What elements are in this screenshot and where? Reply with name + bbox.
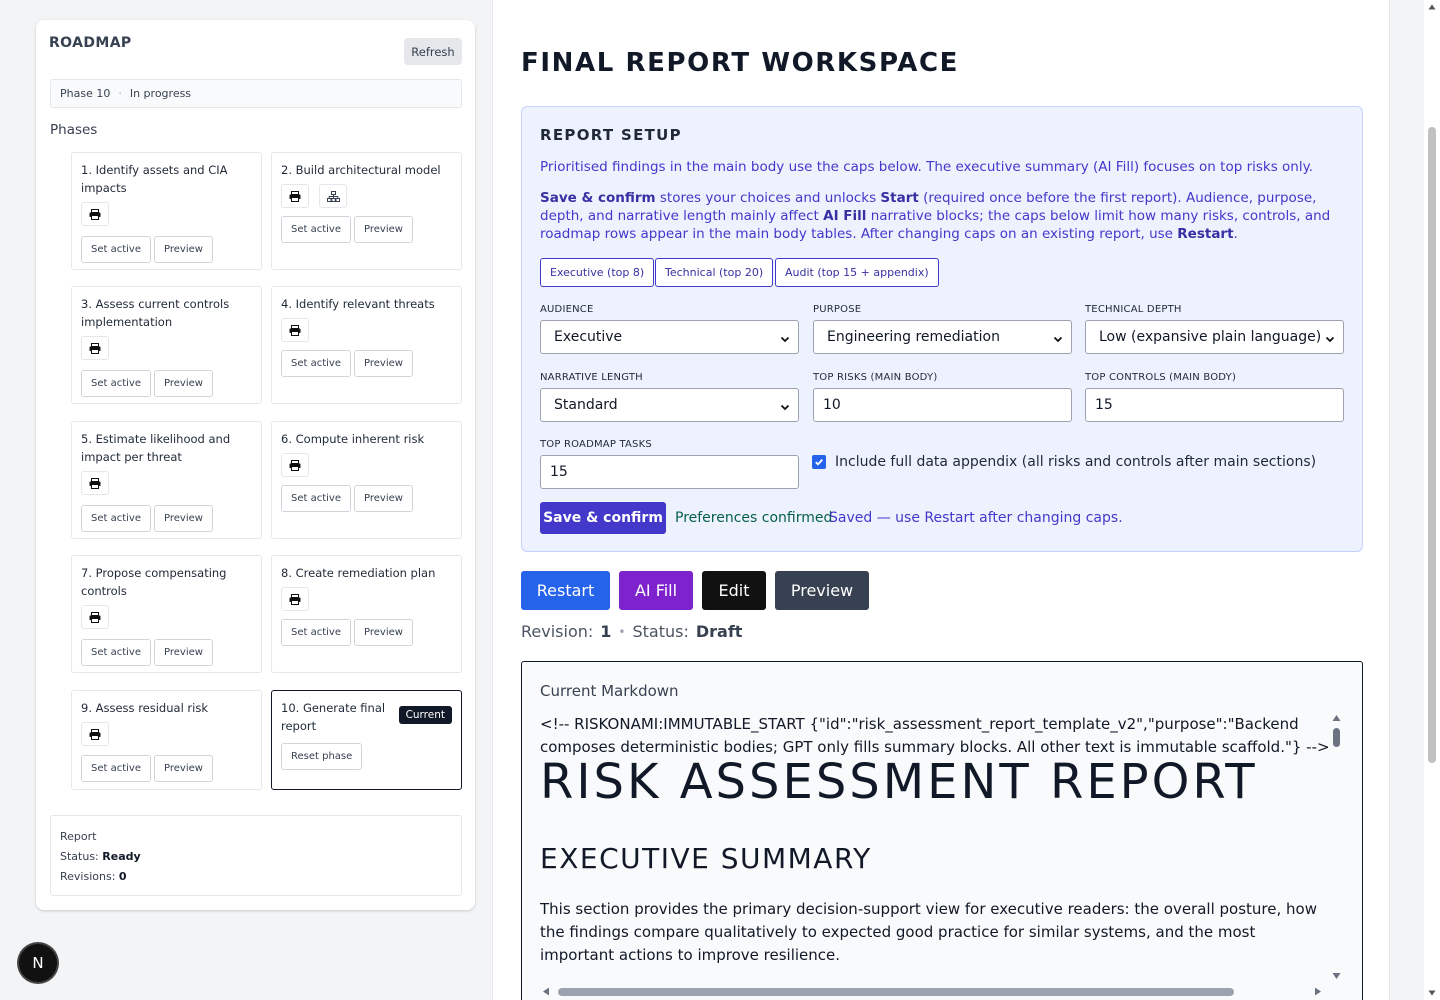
- restart-button[interactable]: Restart: [521, 571, 610, 610]
- current-phase-indicator: [50, 79, 462, 108]
- scrollbar-thumb[interactable]: [1333, 728, 1340, 747]
- set-active-button[interactable]: Set active: [281, 485, 351, 512]
- set-active-button[interactable]: Set active: [81, 505, 151, 532]
- printer-icon[interactable]: [281, 318, 309, 342]
- preview-button[interactable]: Preview: [154, 505, 213, 532]
- top-controls-label: TOP CONTROLS (MAIN BODY): [1085, 372, 1237, 383]
- phase-title: 3. Assess current controls implementation: [81, 297, 230, 329]
- markdown-paragraph: This section provides the primary decision-support view for executive readers: the overall posture, how the findings compare qualitatively to expected good practice for similar systems, and the most important actions to improve resilience.: [540, 900, 1317, 964]
- page-scrollbar[interactable]: [1424, 0, 1440, 1000]
- printer-icon[interactable]: [81, 471, 109, 495]
- status-value: Draft: [695, 622, 743, 641]
- phase-card-2: [271, 152, 462, 270]
- phase-status: In progress: [129, 87, 192, 100]
- saved-note: Saved — use Restart after changing caps.: [829, 510, 1123, 526]
- preview-button[interactable]: Preview: [154, 639, 213, 666]
- setup-intro: Prioritised findings in the main body use the caps below. The executive summary (AI Fill) focuses on top risks only.: [540, 159, 1313, 175]
- report-heading: Report: [60, 830, 97, 843]
- scrollbar-thumb[interactable]: [558, 988, 1234, 996]
- roadmap-tasks-label: TOP ROADMAP TASKS: [540, 439, 652, 450]
- set-active-button[interactable]: Set active: [81, 639, 151, 666]
- printer-icon[interactable]: [81, 202, 109, 226]
- printer-icon[interactable]: [81, 722, 109, 746]
- roadmap-title: ROADMAP: [49, 35, 132, 51]
- preview-button[interactable]: Preview: [354, 350, 413, 377]
- phase-title: 2. Build architectural model: [281, 163, 441, 177]
- markdown-comment: <!-- RISKONAMI:IMMUTABLE_START {"id":"risk_assessment_report_template_v2","purpose":"Backend composes deterministic bodies; GPT only fills summary blocks. All other text is immutable scaffold."} -->: [540, 715, 1330, 756]
- printer-icon[interactable]: [281, 453, 309, 477]
- scroll-left-icon[interactable]: [542, 987, 550, 996]
- phases-heading: Phases: [50, 122, 98, 138]
- preview-button[interactable]: Preview: [354, 619, 413, 646]
- phase-title: 10. Generate final report: [281, 701, 386, 733]
- set-active-button[interactable]: Set active: [281, 619, 351, 646]
- audience-select[interactable]: [540, 320, 799, 354]
- purpose-label: PURPOSE: [813, 304, 862, 315]
- report-revisions: [60, 867, 452, 887]
- start-term: Start: [880, 190, 919, 206]
- report-revisions-value: 0: [118, 870, 127, 883]
- set-active-button[interactable]: Set active: [81, 370, 151, 397]
- revision-separator: •: [618, 624, 626, 639]
- audience-value: Executive: [554, 329, 623, 345]
- phase-card-9: [71, 690, 262, 790]
- preview-button[interactable]: Preview: [354, 485, 413, 512]
- phase-card-5: [71, 421, 262, 539]
- scroll-right-icon[interactable]: [1314, 987, 1322, 996]
- revision-status: [521, 622, 742, 641]
- report-revisions-label: Revisions:: [60, 870, 116, 883]
- report-status: [60, 847, 452, 867]
- preset-executive-button[interactable]: Executive (top 8): [540, 258, 654, 287]
- audience-label: AUDIENCE: [540, 304, 594, 315]
- set-active-button[interactable]: Set active: [81, 236, 151, 263]
- top-risks-input[interactable]: 10: [813, 388, 1072, 422]
- report-setup-panel: [521, 106, 1363, 552]
- narrative-length-label: NARRATIVE LENGTH: [540, 372, 643, 383]
- save-confirm-term: Save & confirm: [540, 190, 656, 206]
- preview-button[interactable]: Preview: [354, 216, 413, 243]
- desc-text-1: stores your choices and unlocks: [655, 190, 881, 206]
- dev-tools-badge[interactable]: N: [19, 944, 57, 982]
- technical-depth-value: Low (expansive plain language): [1099, 329, 1322, 345]
- markdown-label: Current Markdown: [540, 682, 679, 700]
- phase-number: Phase 10: [60, 87, 111, 100]
- desc-text-2: (required once before the first report). Audience, purpose, depth, and narrative length mainly affect: [540, 190, 1317, 224]
- current-badge: Current: [399, 706, 452, 724]
- phase-card-6: [271, 421, 462, 539]
- preview-button[interactable]: Preview: [154, 236, 213, 263]
- checkmark-icon: [814, 457, 824, 467]
- phase-title: 9. Assess residual risk: [81, 701, 208, 715]
- preview-button[interactable]: Preview: [154, 370, 213, 397]
- desc-text-3: narrative blocks; the caps below limit how many risks, controls, and roadmap rows appear in the main body tables. After changing caps on an existing report, use: [540, 208, 1331, 242]
- chevron-down-icon: [780, 332, 790, 348]
- phase-card-8: [271, 555, 462, 673]
- chevron-down-icon: [1053, 332, 1063, 348]
- revision-label: Revision:: [521, 622, 594, 641]
- scroll-down-icon[interactable]: [1332, 972, 1341, 980]
- scrollbar-thumb[interactable]: [1428, 127, 1436, 763]
- phase-card-4: [271, 286, 462, 404]
- current-markdown-panel[interactable]: [521, 661, 1363, 1000]
- preview-button[interactable]: Preview: [154, 755, 213, 782]
- preferences-confirmed-status: Preferences confirmed: [675, 510, 833, 526]
- technical-depth-select[interactable]: [1085, 320, 1344, 354]
- roadmap-tasks-input[interactable]: 15: [540, 455, 799, 489]
- report-status-value: Ready: [102, 850, 141, 863]
- scroll-down-icon[interactable]: [1428, 990, 1436, 996]
- phase-title: 7. Propose compensating controls: [81, 566, 227, 598]
- report-summary: [50, 815, 462, 896]
- appendix-checkbox[interactable]: [812, 455, 826, 469]
- page-title: FINAL REPORT WORKSPACE: [521, 48, 960, 78]
- printer-icon[interactable]: [281, 184, 309, 208]
- preview-button[interactable]: Preview: [775, 571, 869, 610]
- preset-technical-button[interactable]: Technical (top 20): [655, 258, 773, 287]
- phase-title: 1. Identify assets and CIA impacts: [81, 163, 228, 195]
- set-active-button[interactable]: Set active: [281, 216, 351, 243]
- report-workspace: [492, 0, 1390, 1000]
- chevron-down-icon: [780, 400, 790, 416]
- preset-audit-button[interactable]: Audit (top 15 + appendix): [775, 258, 939, 287]
- phase-title: 6. Compute inherent risk: [281, 432, 425, 446]
- purpose-value: Engineering remediation: [827, 329, 1000, 345]
- phase-card-10: [271, 690, 462, 790]
- phase-card-7: [71, 555, 262, 673]
- markdown-heading-1: RISK ASSESSMENT REPORT: [540, 754, 1258, 810]
- setup-title: REPORT SETUP: [540, 126, 682, 144]
- roadmap-sidebar: [36, 20, 475, 910]
- set-active-button[interactable]: Set active: [281, 350, 351, 377]
- restart-term: Restart: [1177, 226, 1234, 242]
- chevron-down-icon: [1325, 332, 1335, 348]
- top-risks-label: TOP RISKS (MAIN BODY): [813, 372, 938, 383]
- ai-fill-term: AI Fill: [823, 208, 867, 224]
- ai-fill-button[interactable]: AI Fill: [619, 571, 693, 610]
- desc-text-4: .: [1233, 226, 1238, 242]
- phase-card-3: [71, 286, 262, 404]
- phase-title: 5. Estimate likelihood and impact per threat: [81, 432, 231, 464]
- report-status-label: Status:: [60, 850, 99, 863]
- narrative-length-value: Standard: [554, 397, 618, 413]
- phase-title: 8. Create remediation plan: [281, 566, 436, 580]
- phase-separator: ·: [118, 87, 122, 100]
- reset-phase-button[interactable]: Reset phase: [281, 743, 362, 770]
- markdown-horizontal-scrollbar[interactable]: [540, 984, 1326, 998]
- appendix-option: [812, 454, 1316, 470]
- refresh-button[interactable]: Refresh: [404, 38, 462, 65]
- scroll-up-icon[interactable]: [1428, 4, 1436, 10]
- markdown-heading-2: EXECUTIVE SUMMARY: [540, 842, 872, 875]
- save-confirm-button[interactable]: Save & confirm: [540, 502, 666, 534]
- phase-card-1: [71, 152, 262, 270]
- appendix-label: Include full data appendix (all risks and controls after main sections): [835, 454, 1317, 470]
- setup-description: [540, 189, 1350, 243]
- markdown-vertical-scrollbar[interactable]: [1329, 714, 1343, 984]
- printer-icon[interactable]: [81, 336, 109, 360]
- purpose-select[interactable]: [813, 320, 1072, 354]
- technical-depth-label: TECHNICAL DEPTH: [1085, 304, 1182, 315]
- printer-icon[interactable]: [281, 587, 309, 611]
- edit-button[interactable]: Edit: [702, 571, 766, 610]
- status-label: Status:: [632, 622, 689, 641]
- narrative-length-select[interactable]: [540, 388, 799, 422]
- sitemap-icon[interactable]: [319, 184, 347, 208]
- top-controls-input[interactable]: 15: [1085, 388, 1344, 422]
- printer-icon[interactable]: [81, 605, 109, 629]
- set-active-button[interactable]: Set active: [81, 755, 151, 782]
- revision-value: 1: [600, 622, 612, 641]
- scroll-up-icon[interactable]: [1332, 714, 1341, 722]
- phase-title: 4. Identify relevant threats: [281, 297, 435, 311]
